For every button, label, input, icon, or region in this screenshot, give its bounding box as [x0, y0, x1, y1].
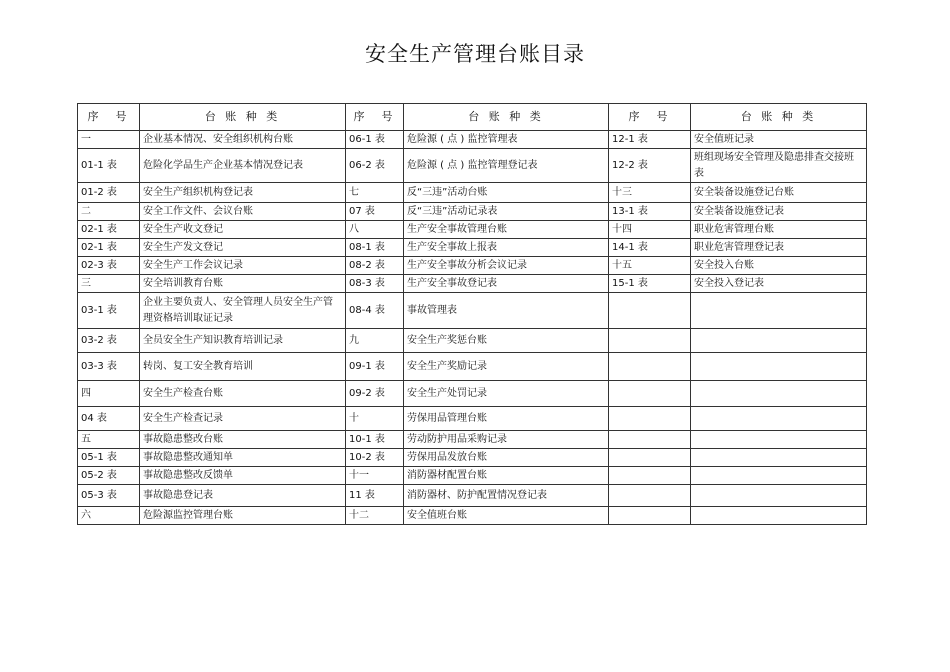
cell-kind-2: 生产安全事故分析会议记录	[404, 257, 609, 275]
header-kind-3: 台 账 种 类	[691, 104, 867, 131]
cell-kind-3	[691, 467, 867, 485]
cell-seq-3	[609, 485, 691, 507]
table-row	[78, 381, 867, 407]
cell-seq-1: 04 表	[78, 407, 140, 431]
cell-seq-3	[609, 507, 691, 525]
cell-kind-2: 安全生产处罚记录	[404, 381, 609, 407]
cell-kind-1: 转岗、复工安全教育培训	[140, 353, 346, 381]
cell-seq-1: 五	[78, 431, 140, 449]
table-row	[78, 183, 867, 203]
header-seq-1: 序 号	[78, 104, 140, 131]
cell-seq-1: 一	[78, 131, 140, 149]
cell-seq-1: 02-1 表	[78, 221, 140, 239]
cell-seq-3: 十三	[609, 183, 691, 203]
cell-kind-2: 安全值班台账	[404, 507, 609, 525]
cell-kind-3: 职业危害管理台账	[691, 221, 867, 239]
cell-kind-3: 安全值班记录	[691, 131, 867, 149]
cell-kind-2: 生产安全事故管理台账	[404, 221, 609, 239]
table-row	[78, 353, 867, 381]
cell-kind-3: 安全装备设施登记表	[691, 203, 867, 221]
cell-seq-2: 08-2 表	[346, 257, 404, 275]
cell-seq-3: 12-2 表	[609, 149, 691, 183]
cell-kind-3	[691, 449, 867, 467]
cell-seq-2: 七	[346, 183, 404, 203]
cell-seq-1: 01-2 表	[78, 183, 140, 203]
cell-kind-2: 劳保用品发放台账	[404, 449, 609, 467]
cell-seq-1: 02-3 表	[78, 257, 140, 275]
cell-seq-2: 08-3 表	[346, 275, 404, 293]
cell-seq-3	[609, 381, 691, 407]
header-seq-2: 序 号	[346, 104, 404, 131]
cell-seq-3	[609, 407, 691, 431]
cell-seq-2: 八	[346, 221, 404, 239]
cell-seq-3	[609, 449, 691, 467]
cell-kind-2: 危险源 ( 点 ) 监控管理表	[404, 131, 609, 149]
cell-seq-3	[609, 353, 691, 381]
table-row	[78, 431, 867, 449]
cell-kind-1: 安全生产检查台账	[140, 381, 346, 407]
cell-seq-1: 05-1 表	[78, 449, 140, 467]
cell-seq-2: 10-1 表	[346, 431, 404, 449]
cell-seq-2: 06-2 表	[346, 149, 404, 183]
cell-kind-1: 安全生产检查记录	[140, 407, 346, 431]
cell-seq-2: 09-2 表	[346, 381, 404, 407]
cell-kind-3	[691, 329, 867, 353]
cell-kind-1: 企业基本情况、安全组织机构台账	[140, 131, 346, 149]
cell-seq-1: 01-1 表	[78, 149, 140, 183]
table-row	[78, 275, 867, 293]
table-row	[78, 131, 867, 149]
cell-seq-1: 03-2 表	[78, 329, 140, 353]
cell-kind-3	[691, 293, 867, 329]
cell-kind-3: 安全投入台账	[691, 257, 867, 275]
cell-kind-2: 反“三违”活动记录表	[404, 203, 609, 221]
cell-kind-1: 危险化学品生产企业基本情况登记表	[140, 149, 346, 183]
cell-kind-2: 反“三违”活动台账	[404, 183, 609, 203]
cell-kind-3: 班组现场安全管理及隐患排查交接班表	[691, 149, 867, 183]
cell-kind-3: 安全投入登记表	[691, 275, 867, 293]
table-row	[78, 467, 867, 485]
cell-seq-2: 九	[346, 329, 404, 353]
table-row	[78, 507, 867, 525]
table-row	[78, 149, 867, 183]
cell-seq-2: 十二	[346, 507, 404, 525]
cell-seq-2: 09-1 表	[346, 353, 404, 381]
table-row	[78, 203, 867, 221]
cell-kind-1: 事故隐患登记表	[140, 485, 346, 507]
cell-seq-1: 二	[78, 203, 140, 221]
table-row	[78, 239, 867, 257]
cell-kind-1: 全员安全生产知识教育培训记录	[140, 329, 346, 353]
cell-kind-1: 安全工作文件、会议台账	[140, 203, 346, 221]
cell-kind-2: 安全生产奖惩台账	[404, 329, 609, 353]
cell-kind-3	[691, 507, 867, 525]
table-row	[78, 329, 867, 353]
table-row	[78, 257, 867, 275]
cell-seq-3	[609, 293, 691, 329]
cell-seq-2: 十一	[346, 467, 404, 485]
header-kind-2: 台 账 种 类	[404, 104, 609, 131]
cell-seq-1: 三	[78, 275, 140, 293]
cell-seq-2: 07 表	[346, 203, 404, 221]
cell-seq-2: 06-1 表	[346, 131, 404, 149]
cell-kind-2: 消防器材、防护配置情况登记表	[404, 485, 609, 507]
cell-kind-2: 消防器材配置台账	[404, 467, 609, 485]
cell-seq-1: 03-3 表	[78, 353, 140, 381]
cell-kind-2: 危险源 ( 点 ) 监控管理登记表	[404, 149, 609, 183]
cell-kind-1: 安全生产收文登记	[140, 221, 346, 239]
header-kind-1: 台 账 种 类	[140, 104, 346, 131]
cell-kind-3	[691, 485, 867, 507]
cell-kind-2: 劳动防护用品采购记录	[404, 431, 609, 449]
cell-seq-2: 08-4 表	[346, 293, 404, 329]
cell-kind-1: 安全生产组织机构登记表	[140, 183, 346, 203]
cell-seq-2: 08-1 表	[346, 239, 404, 257]
cell-kind-1: 事故隐患整改台账	[140, 431, 346, 449]
cell-seq-1: 05-3 表	[78, 485, 140, 507]
cell-seq-3	[609, 329, 691, 353]
cell-seq-3: 十四	[609, 221, 691, 239]
cell-kind-1: 安全生产发文登记	[140, 239, 346, 257]
cell-seq-3: 14-1 表	[609, 239, 691, 257]
cell-seq-1: 四	[78, 381, 140, 407]
page-title: 安全生产管理台账目录	[365, 42, 585, 66]
table-row	[78, 485, 867, 507]
cell-seq-1: 六	[78, 507, 140, 525]
cell-seq-3	[609, 431, 691, 449]
cell-kind-3	[691, 431, 867, 449]
cell-seq-2: 十	[346, 407, 404, 431]
cell-seq-3: 12-1 表	[609, 131, 691, 149]
cell-kind-3: 职业危害管理登记表	[691, 239, 867, 257]
cell-kind-1: 危险源监控管理台账	[140, 507, 346, 525]
cell-kind-2: 劳保用品管理台账	[404, 407, 609, 431]
table-header-row	[78, 104, 867, 131]
cell-kind-2: 生产安全事故上报表	[404, 239, 609, 257]
cell-kind-1: 事故隐患整改通知单	[140, 449, 346, 467]
cell-kind-3: 安全装备设施登记台账	[691, 183, 867, 203]
cell-seq-3: 十五	[609, 257, 691, 275]
header-seq-3: 序 号	[609, 104, 691, 131]
cell-seq-1: 02-1 表	[78, 239, 140, 257]
table-row	[78, 407, 867, 431]
table-row	[78, 221, 867, 239]
cell-kind-1: 安全生产工作会议记录	[140, 257, 346, 275]
cell-seq-2: 11 表	[346, 485, 404, 507]
cell-kind-1: 事故隐患整改反馈单	[140, 467, 346, 485]
cell-seq-1: 05-2 表	[78, 467, 140, 485]
cell-seq-3	[609, 467, 691, 485]
table-row	[78, 293, 867, 329]
cell-kind-3	[691, 407, 867, 431]
cell-kind-3	[691, 353, 867, 381]
table-row	[78, 449, 867, 467]
cell-seq-1: 03-1 表	[78, 293, 140, 329]
cell-kind-1: 企业主要负责人、安全管理人员安全生产管理资格培训取证记录	[140, 293, 346, 329]
cell-seq-3: 15-1 表	[609, 275, 691, 293]
cell-seq-3: 13-1 表	[609, 203, 691, 221]
cell-kind-1: 安全培训教育台账	[140, 275, 346, 293]
cell-seq-2: 10-2 表	[346, 449, 404, 467]
cell-kind-3	[691, 381, 867, 407]
ledger-index-table	[77, 103, 867, 525]
cell-kind-2: 安全生产奖励记录	[404, 353, 609, 381]
cell-kind-2: 生产安全事故登记表	[404, 275, 609, 293]
cell-kind-2: 事故管理表	[404, 293, 609, 329]
